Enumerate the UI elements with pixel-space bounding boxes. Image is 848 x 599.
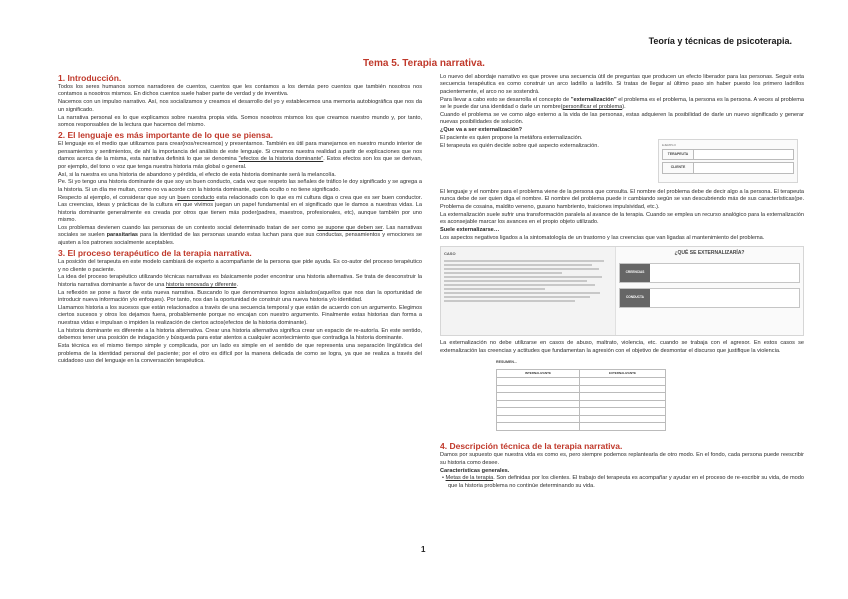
table-row — [497, 378, 666, 386]
paragraph: Lo nuevo del abordaje narrativo es que provee una secuencia útil de preguntas que producen un efecto liberador para las personas. Seguir esta secuencia terapéutica es como construir un arco ladrillo a ladrillo. Si tratas de llegar al último paso sin haber puesto los primero ladrillos pacientemente, el arco no se sostendrá. — [440, 74, 804, 95]
running-header: Teoría y técnicas de psicoterapia. — [648, 36, 792, 46]
paragraph: Así, si la nuestra es una historia de abandono y pérdida, el efecto de esta historia dominante será la melancolía. — [58, 171, 336, 178]
paragraph: Los aspectos negativos ligados a la sintomatología de un trastorno y las creencias que van ligadas al mantenimiento del problema. — [440, 235, 765, 241]
paragraph: La idea del proceso terapéutico utilizando técnicas narrativas es básicamente poder encontrar una historia alternativa. Se trata de desconstruir la historia narrativa dominante a favor de una historia renovada y diferente. — [58, 274, 422, 288]
section-1-title: 1. Introducción. — [58, 73, 122, 83]
paragraph: La externalización no debe utilizarse en casos de abuso, maltrato, violencia, etc. cuando se trabaja con el agresor. En estos casos se externalización las creencias y actitudes que fundamentan la agresión con el objetivo de desmontar el discurso que justifique la violencia. — [440, 340, 804, 354]
left-column — [58, 72, 422, 366]
table-caption: RESUMEN... — [496, 360, 517, 365]
document-title: Tema 5. Terapia narrativa. — [363, 58, 485, 69]
paragraph: Esta técnica es el mismo tiempo simple y complicada, por un lado es simple en el sentido de que representa una separación lingüística del problema de la identidad personal del paciente; por el otro es difícil por la manera delicada de como se logra, ya que se realiza a través del cuidadoso uso del lenguaje en la conversación terapéutica. — [58, 343, 422, 364]
summary-table — [496, 369, 666, 431]
paragraph: El lenguaje es el medio que utilizamos para crear(nos/recrearnos) y presentarnos. También es útil para manejarnos en nuestro mundo interior de pensamientos y sentimientos, de ahí la importancia del análisis de este lenguaje. Si creamos nuestra realidad a partir de explicaciones que nos damos acerca de la misma, esta narrativa definirá lo que se denomina "efectos de la historia dominante". Estos efectos son los que se derivan, por ejemplo, del tono o voz que tenga nuestra historia más global o general. — [58, 141, 422, 170]
behaviour-box — [619, 288, 800, 308]
paragraph: El terapeuta es quién decide sobre qué aspecto externalización. — [440, 143, 599, 150]
case-figure — [440, 246, 804, 336]
table-row — [497, 423, 666, 431]
paragraph: Respecto al ejemplo, el considerar que soy un buen conducto esta relacionado con lo que es mi cultura diga o crea que es ser buen conductor. Las creencias, ideas y prácticas de la cultura en que vivimos juegan un papel fundamental en el significado que le damos a nuestras vidas. La historia dominante generalmente es creada por otros que tienen más poder(padres, maestros, profesionales, etc), aunque también por uno mismo. — [58, 194, 422, 223]
paragraph: Llamamos historia a los sucesos que están relacionados a través de una secuencia temporal y que están de acuerdo con un argumento. Elegimos ciertos sucesos y otros los dejamos fuera, probablemente porque no encajan con nuestro argumento. Finalmente estas historias dan forma a nuestras vidas e impulsan o impiden la realización de ciertos actos(efectos de la historia dominante). — [58, 305, 422, 326]
paragraph: Los problemas devienen cuando las personas de un contexto social determinado tratan de ser como se supone que deben ser. Las narrativas sociales se suelen parasitarias para la identidad de las personas usando estas luchan para que sus conductas, pensamientos y emociones se ajusten a los patrones socialmente aceptables. — [58, 224, 422, 246]
paragraph: La narrativa personal es lo que explicamos sobre nuestra propia vida. Somos nosotros mismos los que creamos nuestro mundo y, por tanto, somos responsables de la lectura que hacemos del mismo. — [58, 114, 422, 129]
beliefs-tag: CREENCIAS — [620, 264, 650, 282]
table-row — [497, 408, 666, 416]
paragraph: El lenguaje y el nombre para el problema viene de la persona que consulta. El nombre del problema debe de decir algo a la persona. El terapeuta nunca debe de ser quien diga el nombre. El nombre del problema puede ir cambiando según se van descubriendo más de sus características(pe. Problema de cosaina, maldito veneno, gusano hambriento, traiciones impulsividad, etc.). — [440, 189, 804, 210]
paragraph: Pe. Si yo tengo una historia dominante de que soy un buen conducto, cada vez que respeto las señales de tráfico le doy significado y se agrega a la historia. Si un día me multan, como no va acorde con la historia dominante, queda oculto o no tiene significado. — [58, 179, 422, 193]
table-row — [497, 400, 666, 408]
beliefs-box — [619, 263, 800, 283]
externalize-panel — [616, 247, 803, 335]
case-panel — [441, 247, 616, 335]
section-4-title: 4. Descripción técnica de la terapia narrativa. — [440, 441, 623, 452]
subheading: ¿Que va a ser externalización? — [440, 127, 523, 134]
summary-table-figure — [496, 359, 666, 437]
paragraph: La historia dominante es diferente a la historia alternativa. Crear una historia alternativa significa crear un espacio de re-autoría. En este sentido, debemos tener una posición de indagación y búsqueda para estar atentos a cualquier acontecimiento que contradiga la historia dominante. — [58, 327, 422, 342]
paragraph: Nacemos con un impulso narrativo. Así, nos socializamos y creamos el desarrollo del yo y establecemos una memoria autobiográfica que nos da un significado. — [58, 99, 422, 113]
paragraph: Todos los seres humanos somos narradores de cuentos, cuentos que les contamos a los demás pero cuentos que también nosotros nos contamos a nosotros mismos. En dichos cuentos suele haber parte de verdad y de inventiva. — [58, 84, 422, 98]
section-2-title: 2. El lenguaje es más importante de lo que se piensa. — [58, 130, 273, 141]
therapist-label: TERAPEUTA — [662, 149, 694, 160]
subheading: Suele externalizarse… — [440, 227, 500, 234]
paragraph: La reflexión se pone a favor de esta nueva narrativa. Buscando lo que denominamos logros aislados(aquellos que nos dan la oportunidad de introducir nueva información y/o enfoques). Por tanto, nos dan la oportunidad de construir una nueva historia y/o identidad. — [58, 289, 422, 304]
behaviour-tag: CONDUCTA — [620, 289, 650, 307]
figure-label: EJEMPLO — [662, 143, 677, 148]
paragraph: Para llevar a cabo esto se desarrolla el concepto de "externalización" el problema es el problema, la persona es la persona. A veces al problema se le puede dar una identidad o darle un nombre(personificar el problema). — [440, 96, 804, 111]
page-number: 1 — [421, 545, 426, 554]
figure-cell — [694, 162, 794, 173]
client-label: CLIENTE — [662, 162, 694, 173]
figure-cell — [694, 149, 794, 160]
case-heading: CASO — [444, 251, 456, 257]
subheading: Características generales. — [440, 467, 510, 474]
section-3-title: 3. El proceso terapéutico de la terapia narrativa. — [58, 248, 252, 259]
table-row — [497, 385, 666, 393]
externalize-heading: ¿QUÉ SE EXTERNALIZARÍA? — [674, 250, 745, 257]
paragraph: La posición del terapeuta en este modelo cambiará de experto a acompañante de la persona que pide ayuda. Es co-autor del proceso terapéutico y no cliente o paciente. — [58, 259, 422, 273]
right-column — [440, 74, 804, 491]
table-header: INTERNALIZANTE — [497, 369, 580, 377]
table-row — [497, 393, 666, 401]
paragraph: Cuando el problema se ve como algo externo a la vida de las personas, estas adquieren la posibilidad de darle un nuevo significado y generar nuevas posibilidades de solución. — [440, 112, 804, 126]
paragraph: El paciente es quien propone la metáfora externalización. — [440, 135, 583, 142]
table-header: EXTERNALIZANTE — [579, 369, 665, 377]
table-row — [497, 415, 666, 423]
paragraph: La externalización suele sufrir una transformación paralela al avance de la terapia. Cuando se emplea un recurso analógico para la externalización es aconsejable marcar los avances en el propio objeto utilizado. — [440, 211, 804, 226]
paragraph: Damos por supuesto que nuestra vida es como es, pero siempre podemos replantearla de otro modo. En el fondo, cada persona puede reescribir su historia como desee. — [440, 452, 804, 466]
example-figure — [658, 139, 798, 183]
list-item: • Metas de la terapia. Son definidas por los clientes. El trabajo del terapeuta es acompañar y ayudar en el proceso de re-escribir su vida, de modo que la historia problema no continúe determinando su vida. — [442, 475, 805, 489]
